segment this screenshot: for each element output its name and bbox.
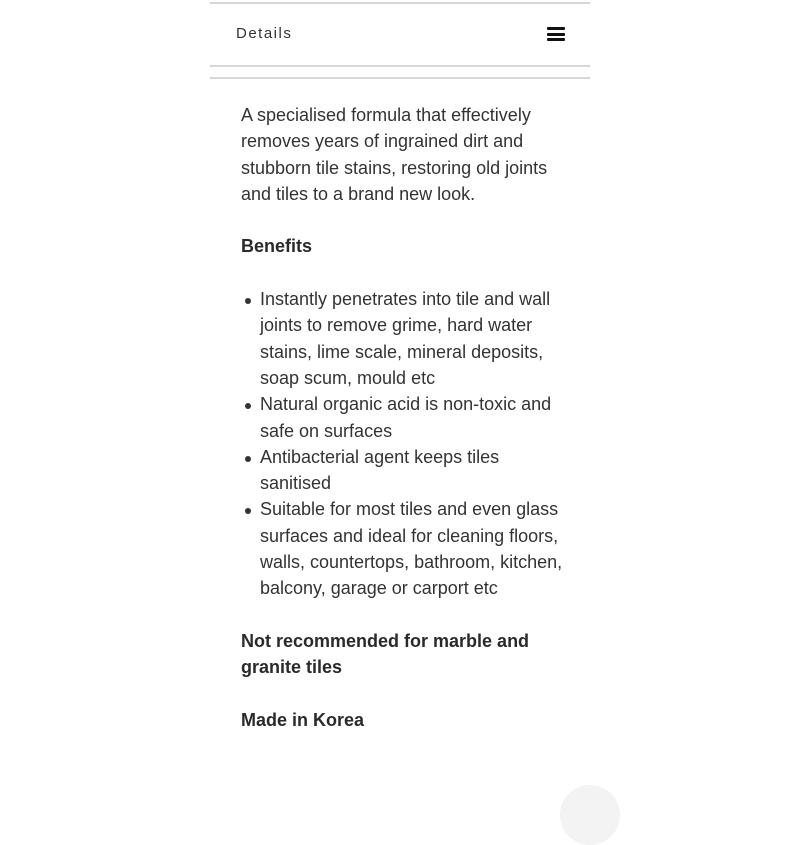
section-title: Details: [236, 25, 293, 42]
list-item: Instantly penetrates into tile and wall joints to remove grime, hard water stains, lime scale, mineral deposits, soap scum, mould etc: [241, 286, 571, 391]
list-item: Antibacterial agent keeps tiles sanitised: [241, 444, 571, 497]
divider: [210, 65, 590, 67]
divider: [210, 2, 590, 4]
list-item: Natural organic acid is non-toxic and safe on surfaces: [241, 391, 571, 444]
benefits-list: [241, 286, 571, 602]
origin-text: Made in Korea: [241, 709, 365, 730]
divider: [210, 77, 590, 79]
floating-button[interactable]: [560, 785, 620, 845]
list-item: Suitable for most tiles and even glass surfaces and ideal for cleaning floors, walls, countertops, bathroom, kitchen, balcony, garage or carport etc: [241, 496, 571, 601]
benefits-heading: Benefits: [241, 236, 313, 257]
intro-text: A specialised formula that effectively removes years of ingrained dirt and stubborn tile stains, restoring old joints and tiles to a brand new look.: [241, 105, 548, 204]
hamburger-menu-icon[interactable]: [547, 27, 565, 41]
description: [241, 102, 571, 759]
details-panel: [210, 0, 590, 800]
warning-text: Not recommended for marble and granite tiles: [241, 630, 530, 678]
